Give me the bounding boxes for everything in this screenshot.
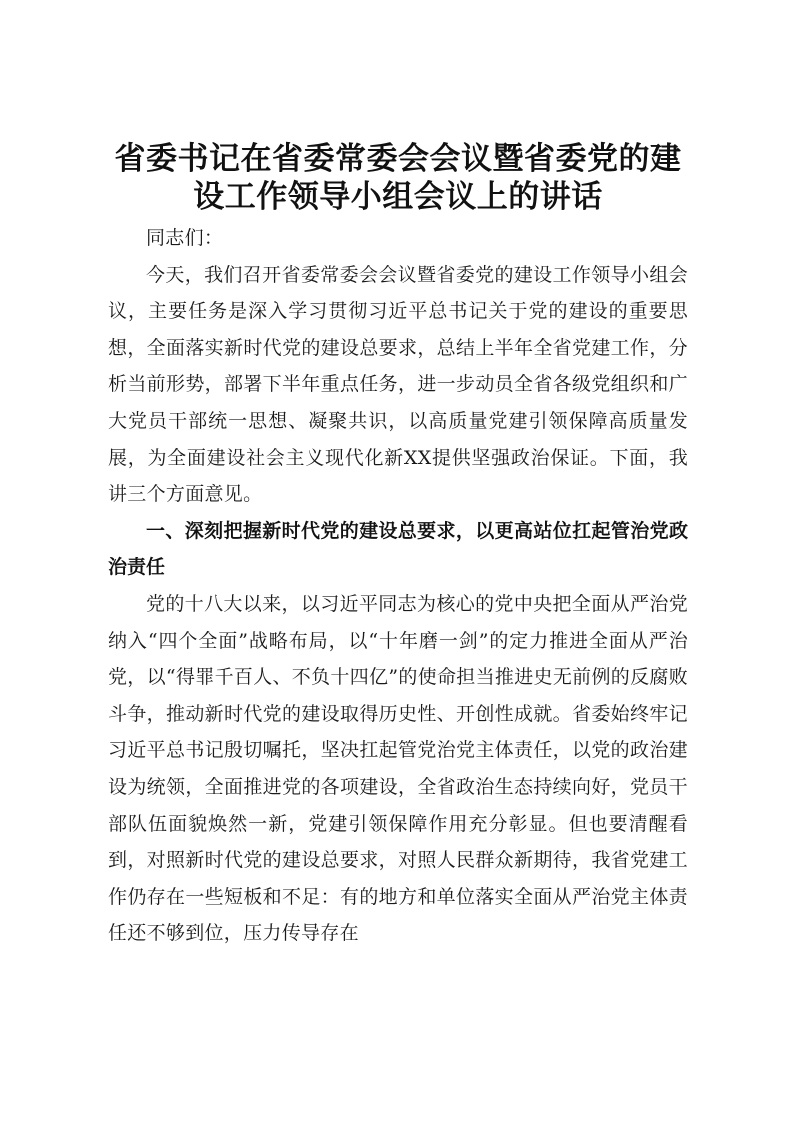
document-title: 省委书记在省委常委会会议暨省委党的建设工作领导小组会议上的讲话: [114, 141, 682, 215]
section-heading: 一、深刻把握新时代党的建设总要求，以更高站位扛起管治党政治责任: [108, 519, 688, 579]
salutation: 同志们：: [146, 227, 224, 249]
section-paragraph: 党的十八大以来，以习近平同志为核心的党中央把全面从严治党纳入“四个全面”战略布局，以“十年磨一剑”的定力推进全面从严治党，以“得罪千百人、不负十四亿”的使命担当推进史无前例的反腐败斗争，推动新时代党的建设取得历史性、开创性成就。省委始终牢记习近平总书记殷切嘱托，坚决扛起管党治党主体责任，以党的政治建设为统领，全面推进党的各项建设，全省政治生态持续向好，党员干部队伍面貌焕然一新，党建引领保障作用充分彰显。但也要清醒看到，对照新时代党的建设总要求，对照人民群众新期待，我省党建工作仍存在一些短板和不足：有的地方和单位落实全面从严治党主体责任还不够到位，压力传导存在: [108, 592, 688, 945]
document-page: [108, 140, 688, 952]
intro-paragraph: 今天，我们召开省委常委会会议暨省委党的建设工作领导小组会议，主要任务是深入学习贯彻习近平总书记关于党的建设的重要思想，全面落实新时代党的建设总要求，总结上半年全省党建工作，分析当前形势，部署下半年重点任务，进一步动员全省各级党组织和广大党员干部统一思想、凝聚共识，以高质量党建引领保障高质量发展，为全面建设社会主义现代化新XX提供坚强政治保证。下面，我讲三个方面意见。: [108, 263, 688, 506]
